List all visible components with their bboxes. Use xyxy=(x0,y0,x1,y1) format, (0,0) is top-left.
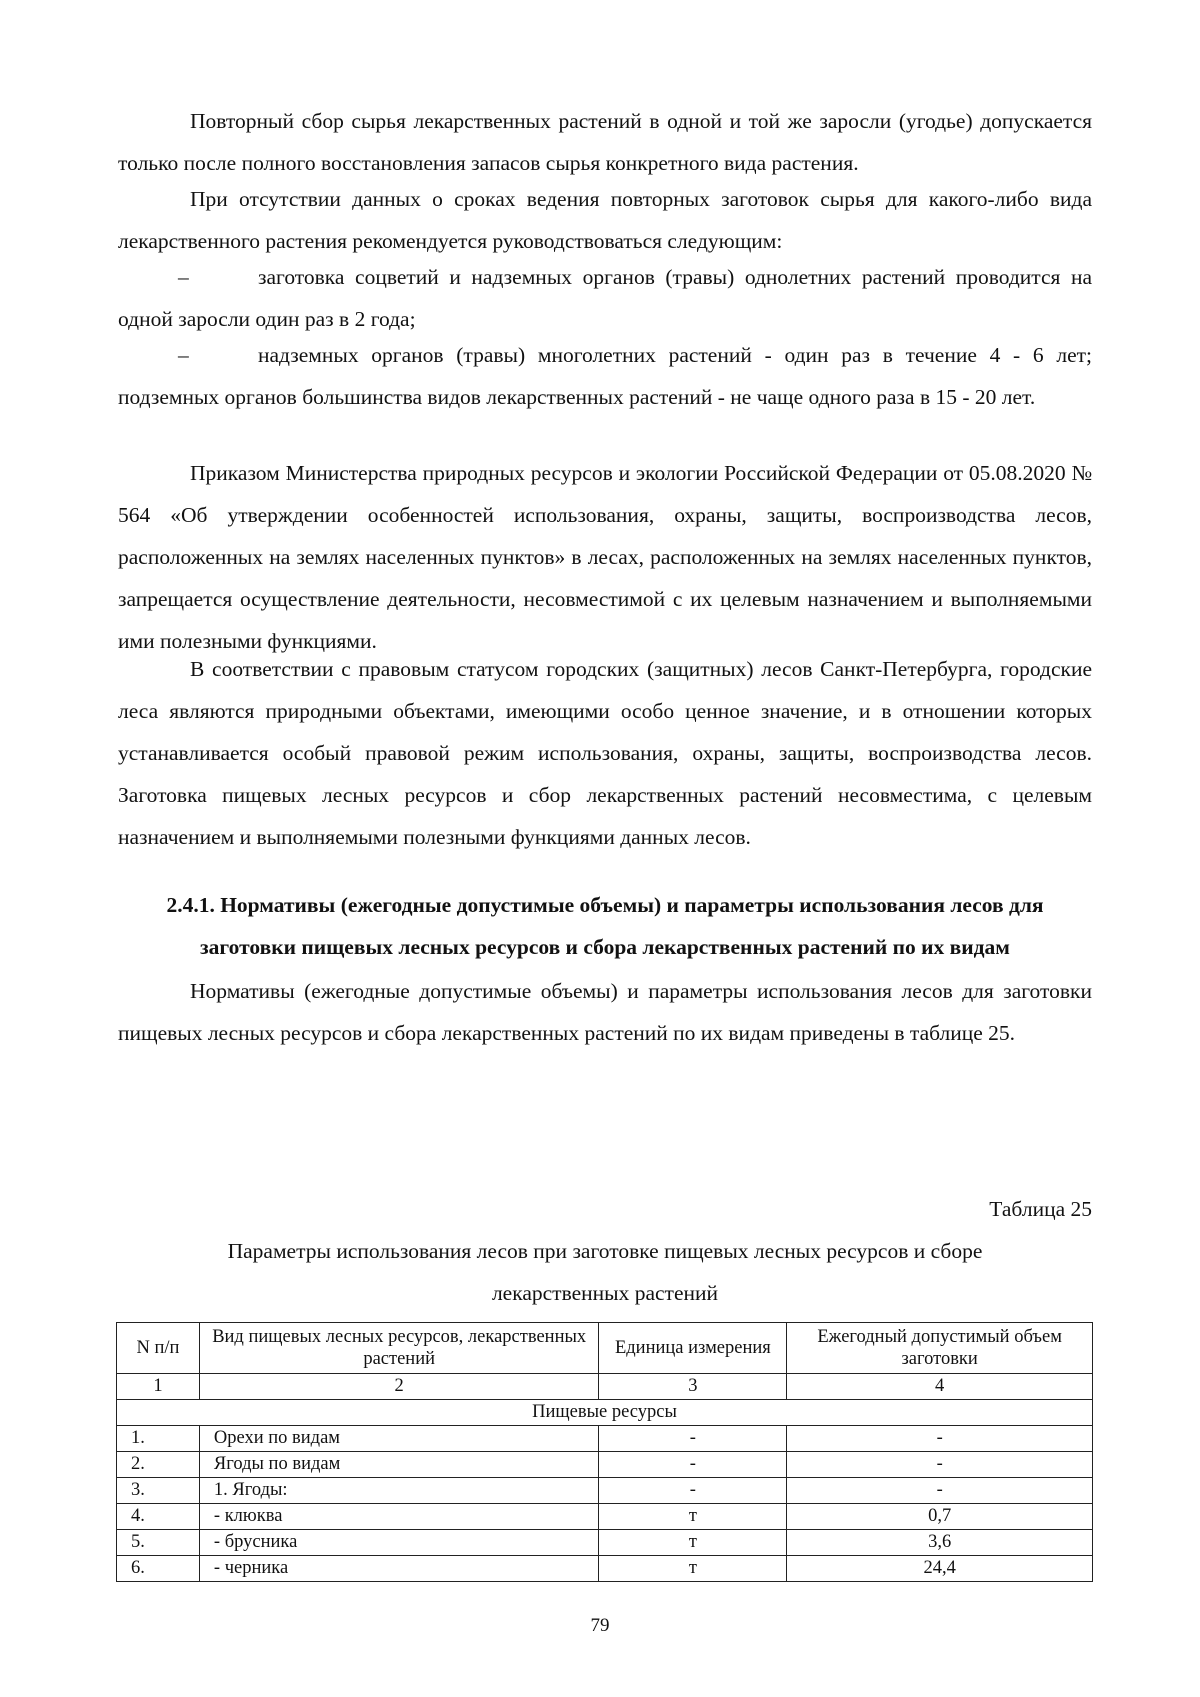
row-volume: - xyxy=(787,1452,1093,1478)
parameters-table xyxy=(116,1322,1093,1582)
bullet-item-annual xyxy=(118,256,1092,340)
paragraph-no-data: При отсутствии данных о сроках ведения повторных заготовок сырья для какого-либо вида лекарственного растения рекомендуется руководствоваться следующим: xyxy=(118,187,1092,253)
header-num: N п/п xyxy=(117,1323,200,1374)
section-row xyxy=(117,1400,1093,1426)
row-unit: т xyxy=(599,1556,787,1582)
section-heading: 2.4.1. Нормативы (ежегодные допустимые объемы) и параметры использования лесов для заготовки пищевых лесных ресурсов и сбора лекарственных растений по их видам xyxy=(166,893,1044,959)
row-num: 5. xyxy=(117,1530,200,1556)
page-number: 79 xyxy=(590,1615,610,1636)
table-row xyxy=(117,1530,1093,1556)
table-row xyxy=(117,1452,1093,1478)
table-header-row xyxy=(117,1323,1093,1374)
row-num: 3. xyxy=(117,1478,200,1504)
row-volume: 24,4 xyxy=(787,1556,1093,1582)
col-number: 2 xyxy=(199,1374,599,1400)
paragraph-legal-status: В соответствии с правовым статусом городских (защитных) лесов Санкт-Петербурга, городские леса являются природными объектами, имеющими особо ценное значение, и в отношении которых устанавливается особый правовой режим использования, охраны, защиты, воспроизводства лесов. Заготовка пищевых лесных ресурсов и сбор лекарственных растений несовместима, с целевым назначением и выполняемыми полезными функциями данных лесов. xyxy=(118,657,1092,849)
row-unit: - xyxy=(599,1478,787,1504)
col-number: 3 xyxy=(599,1374,787,1400)
row-num: 2. xyxy=(117,1452,200,1478)
row-unit: т xyxy=(599,1530,787,1556)
paragraph-norms: Нормативы (ежегодные допустимые объемы) и параметры использования лесов для заготовки пищевых лесных ресурсов и сбора лекарственных растений по их видам приведены в таблице 25. xyxy=(118,979,1092,1045)
row-kind: - клюква xyxy=(199,1504,599,1530)
col-number: 1 xyxy=(117,1374,200,1400)
table-row xyxy=(117,1504,1093,1530)
header-unit: Единица измерения xyxy=(599,1323,787,1374)
header-volume: Ежегодный допустимый объем заготовки xyxy=(787,1323,1093,1374)
row-unit: т xyxy=(599,1504,787,1530)
row-num: 1. xyxy=(117,1426,200,1452)
table-label: Таблица 25 xyxy=(989,1197,1092,1221)
row-kind: 1. Ягоды: xyxy=(199,1478,599,1504)
row-kind: Орехи по видам xyxy=(199,1426,599,1452)
table-title: Параметры использования лесов при заготовке пищевых лесных ресурсов и сборе лекарственных растений xyxy=(227,1239,983,1305)
section-label: Пищевые ресурсы xyxy=(117,1400,1093,1426)
row-volume: - xyxy=(787,1426,1093,1452)
bullet-dash: – xyxy=(178,265,189,289)
column-number-row xyxy=(117,1374,1093,1400)
bullet-text-perennial: надземных органов (травы) многолетних растений - один раз в течение 4 - 6 лет; подземных органов большинства видов лекарственных растений - не чаще одного раза в 15 - 20 лет. xyxy=(118,343,1092,409)
paragraph-ministry-order: Приказом Министерства природных ресурсов и экологии Российской Федерации от 05.08.2020 № 564 «Об утверждении особенностей использования, охраны, защиты, воспроизводства лесов, расположенных на землях населенных пунктов» в лесах, расположенных на землях населенных пунктов, запрещается осуществление деятельности, несовместимой с их целевым назначением и выполняемыми ими полезными функциями. xyxy=(118,461,1092,653)
row-kind: - черника xyxy=(199,1556,599,1582)
paragraph-repeat-collection: Повторный сбор сырья лекарственных растений в одной и той же заросли (угодье) допускается только после полного восстановления запасов сырья конкретного вида растения. xyxy=(118,109,1092,175)
col-number: 4 xyxy=(787,1374,1093,1400)
row-kind: - брусника xyxy=(199,1530,599,1556)
row-volume: 3,6 xyxy=(787,1530,1093,1556)
header-kind: Вид пищевых лесных ресурсов, лекарственных растений xyxy=(199,1323,599,1374)
table-row xyxy=(117,1478,1093,1504)
table-row xyxy=(117,1556,1093,1582)
row-kind: Ягоды по видам xyxy=(199,1452,599,1478)
row-unit: - xyxy=(599,1452,787,1478)
bullet-item-perennial xyxy=(118,334,1092,418)
table-row xyxy=(117,1426,1093,1452)
row-num: 4. xyxy=(117,1504,200,1530)
row-unit: - xyxy=(599,1426,787,1452)
row-num: 6. xyxy=(117,1556,200,1582)
row-volume: - xyxy=(787,1478,1093,1504)
row-volume: 0,7 xyxy=(787,1504,1093,1530)
bullet-text-annual: заготовка соцветий и надземных органов (травы) однолетних растений проводится на одной заросли один раз в 2 года; xyxy=(118,265,1092,331)
bullet-dash: – xyxy=(178,343,189,367)
